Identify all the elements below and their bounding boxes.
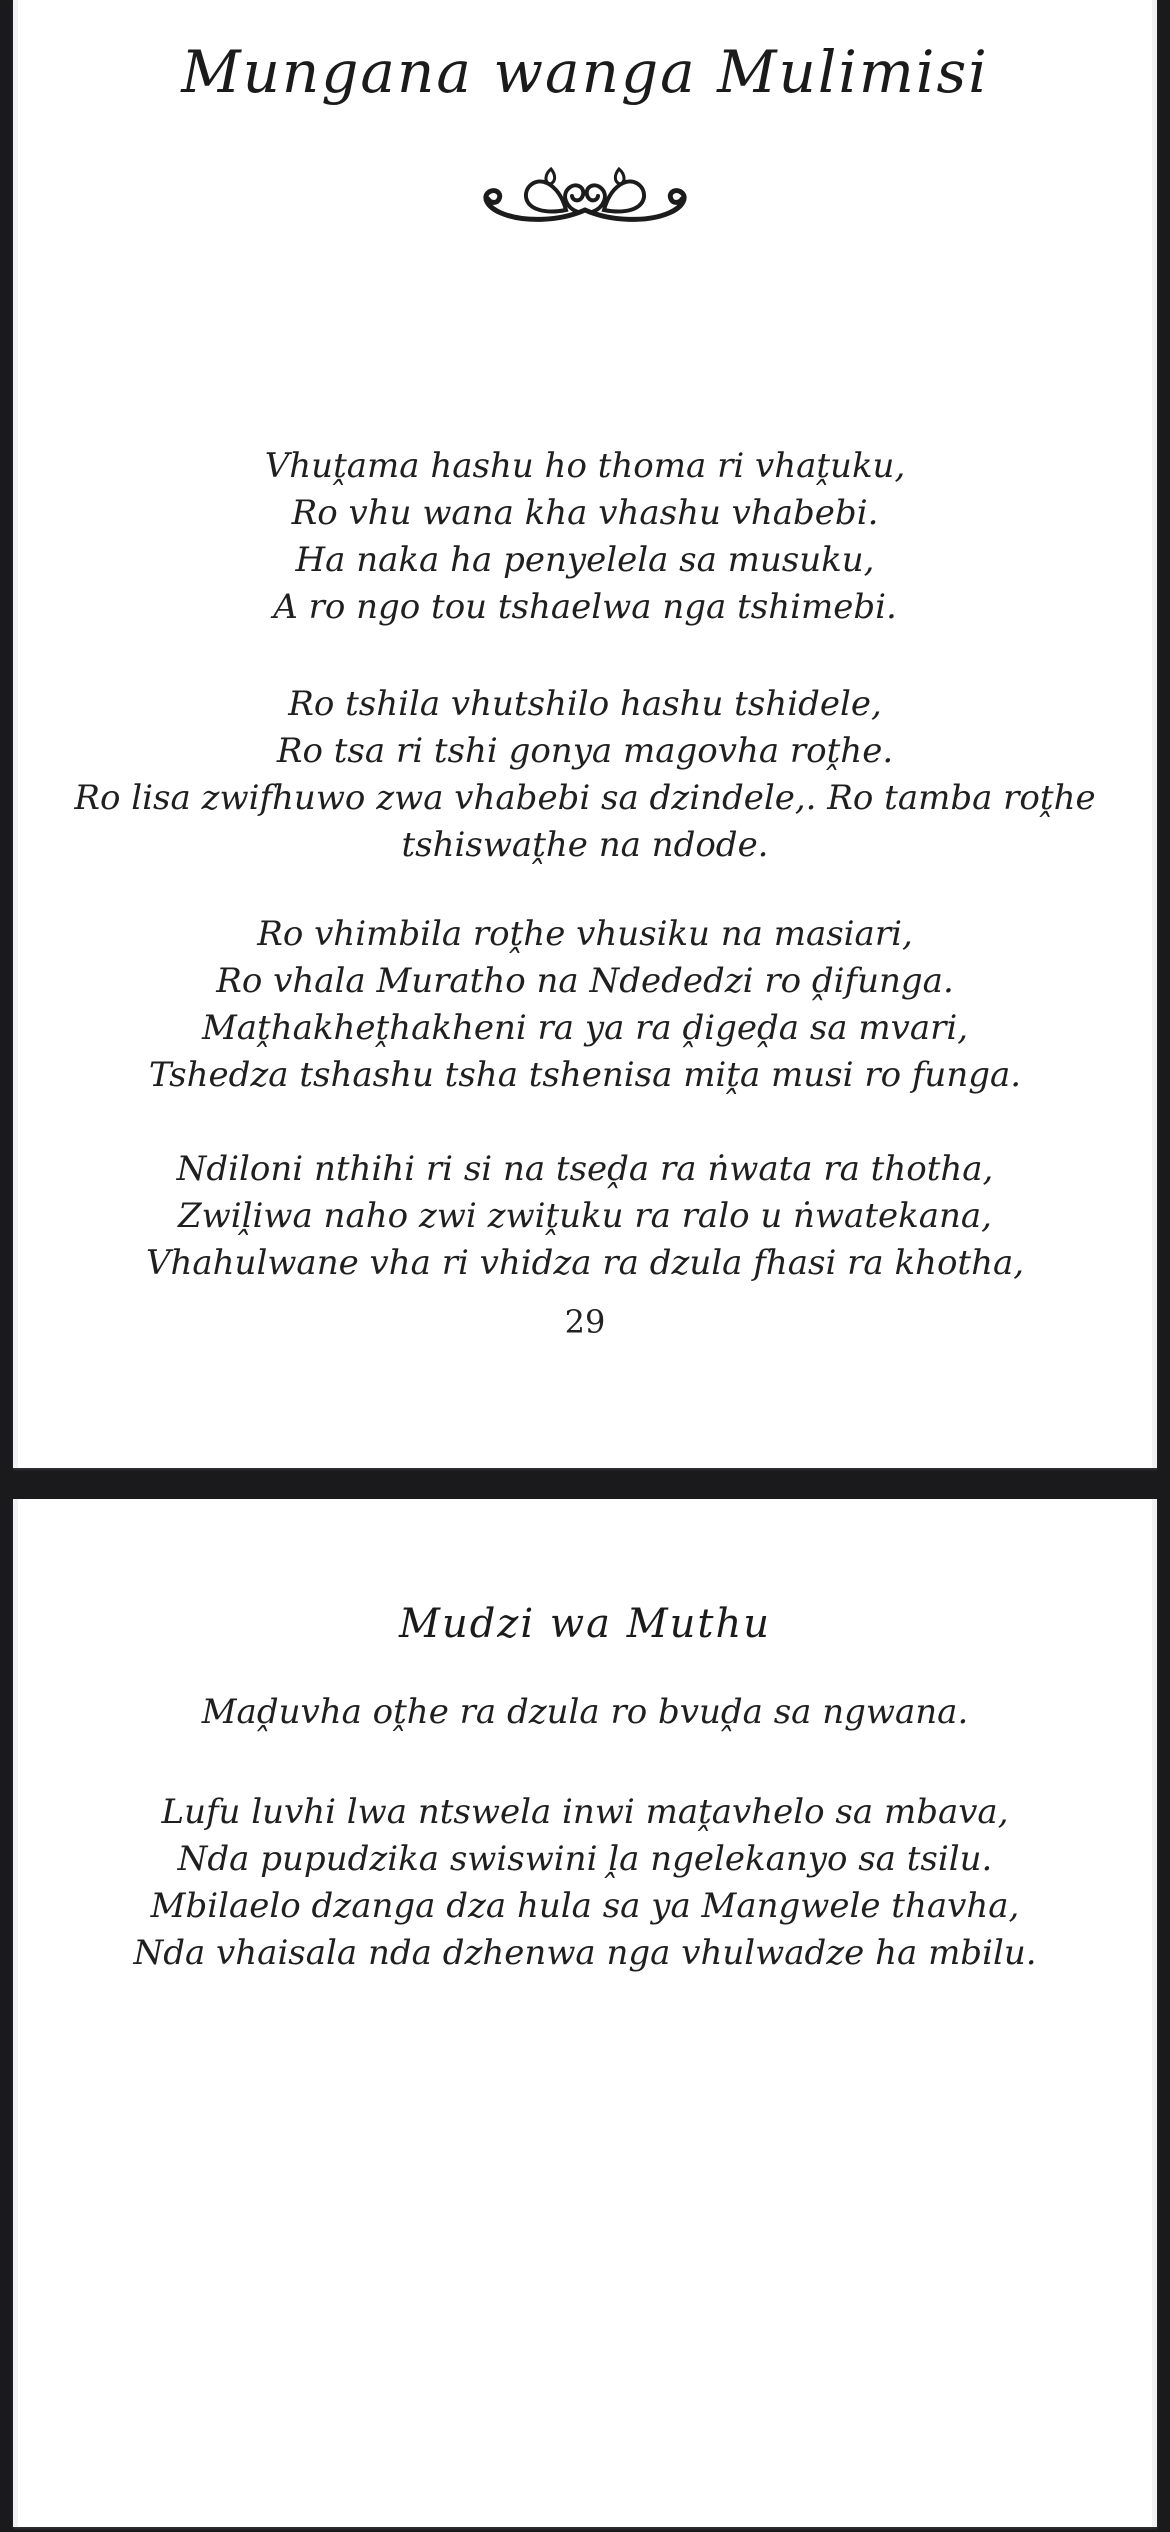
poem-line: Ro vhimbila roṱhe vhusiku na masiari, [257, 914, 913, 954]
poem-line: Ro vhala Muratho na Ndededzi ro ḓifunga. [216, 961, 954, 1001]
poem-line: Ro tshila vhutshilo hashu tshidele, [288, 684, 882, 724]
poem-line: Tshedza tshashu tsha tshenisa miṱa musi ro funga. [148, 1055, 1022, 1095]
poem-line: A ro ngo tou tshaelwa nga tshimebi. [273, 587, 897, 627]
poem-line: Mbilaelo dzanga dza hula sa ya Mangwele thavha, [150, 1886, 1020, 1926]
poem-stanza [18, 681, 1152, 869]
flourish-ornament-icon [474, 166, 696, 228]
poem-stanza [18, 911, 1152, 1099]
poem-intro-line: Maḓuvha oṱhe ra dzula ro bvuḓa sa ngwana. [201, 1692, 969, 1732]
poem-line: Ha naka ha penyelela sa musuku, [295, 540, 875, 580]
poem-line: Maṱhakheṱhakheni ra ya ra ḓigeḓa sa mvari, [201, 1008, 969, 1048]
poem-line: Vhahulwane vha ri vhidza ra dzula fhasi ra khotha, [145, 1243, 1025, 1283]
book-chapter-title: Mungana wanga Mulimisi [181, 38, 989, 106]
poem-line: Ro tsa ri tshi gonya magovha roṱhe. [276, 731, 894, 771]
poem-stanza [18, 1146, 1152, 1287]
page-number: 29 [564, 1303, 606, 1341]
poem-line: Vhuṱama hashu ho thoma ri vhaṱuku, [264, 446, 906, 486]
poem-line: Lufu luvhi lwa ntswela inwi maṱavhelo sa mbava, [161, 1792, 1009, 1832]
poem-title: Mudzi wa Muthu [398, 1601, 772, 1647]
ornament-container [18, 166, 1152, 232]
book-page-right [13, 1499, 1157, 2527]
poem-line: Ro vhu wana kha vhashu vhabebi. [291, 493, 879, 533]
poem-line: tshiswaṱhe na ndode. [401, 825, 769, 865]
poem-line: Nda pupudzika swiswini ḽa ngelekanyo sa tsilu. [177, 1839, 993, 1879]
poem-stanza [18, 1789, 1152, 1977]
poem-stanza [18, 443, 1152, 631]
book-page-left [13, 0, 1157, 1468]
poem-line: Ro lisa zwifhuwo zwa vhabebi sa dzindele,. Ro tamba roṱhe [74, 778, 1096, 818]
poem-line: Zwiḽiwa naho zwi zwiṱuku ra ralo u ṅwatekana, [178, 1196, 992, 1236]
poem-line: Ndiloni nthihi ri si na tseḓa ra ṅwata ra thotha, [176, 1149, 994, 1189]
poem-line: Nda vhaisala nda dzhenwa nga vhulwadze ha mbilu. [133, 1933, 1037, 1973]
